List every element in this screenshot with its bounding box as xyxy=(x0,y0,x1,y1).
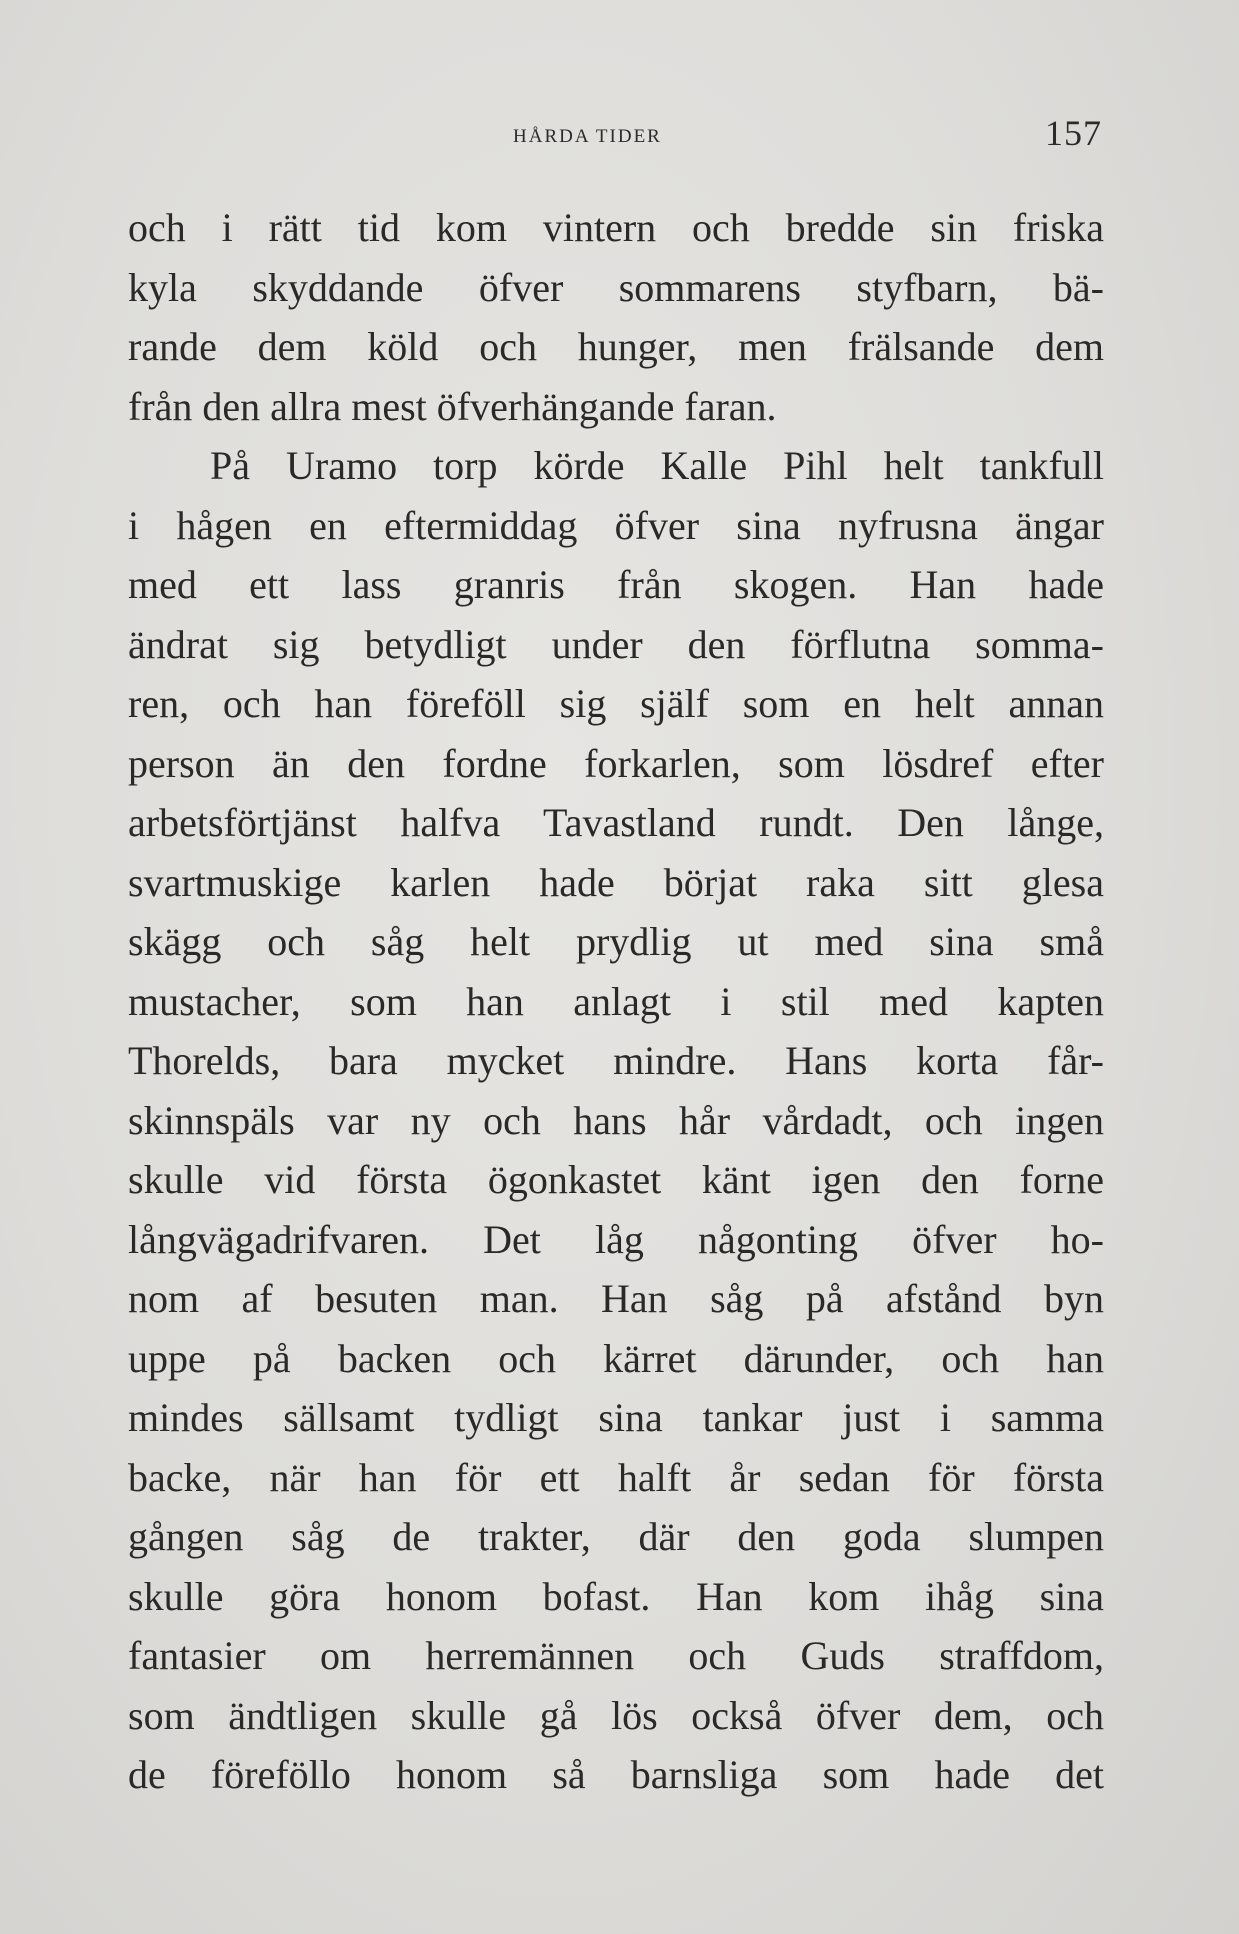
text-line: med ett lass granris från skogen. Han hade xyxy=(128,562,1104,607)
text-line: skägg och såg helt prydlig ut med sina små xyxy=(128,919,1104,964)
text-line: svartmuskige karlen hade börjat raka sitt glesa xyxy=(128,859,1104,905)
text-line: skinnspäls var ny och hans hår vårdadt, och ingen xyxy=(128,1097,1104,1143)
text-line: gången såg de trakter, där den goda slumpen xyxy=(128,1514,1104,1559)
text-line: ändrat sig betydligt under den förflutna somma- xyxy=(128,621,1104,667)
text-line: mindes sällsamt tydligt sina tankar just i samma xyxy=(128,1395,1104,1440)
text-line: rande dem köld och hunger, men frälsande dem xyxy=(128,324,1104,369)
text-line: På Uramo torp körde Kalle Pihl helt tankfull xyxy=(210,443,1104,488)
text-line: mustacher, som han anlagt i stil med kapten xyxy=(128,978,1104,1024)
text-line: långvägadrifvaren. Det låg någonting öfver ho- xyxy=(128,1216,1104,1262)
text-line: de föreföllo honom så barnsliga som hade det xyxy=(128,1752,1104,1797)
text-line: som ändtligen skulle gå lös också öfver dem, och xyxy=(128,1692,1104,1738)
body-text xyxy=(128,198,1104,1805)
text-line: i hågen en eftermiddag öfver sina nyfrusna ängar xyxy=(128,502,1104,548)
text-line: arbetsförtjänst halfva Tavastland rundt. Den långe, xyxy=(128,800,1104,845)
text-line: och i rätt tid kom vintern och bredde sin friska xyxy=(128,205,1104,250)
running-title: HÅRDA TIDER xyxy=(513,126,662,147)
text-line: skulle göra honom bofast. Han kom ihåg sina xyxy=(128,1573,1104,1619)
running-head xyxy=(0,112,1239,152)
text-line: Thorelds, bara mycket mindre. Hans korta får- xyxy=(128,1038,1104,1083)
text-line: backe, när han för ett halft år sedan för första xyxy=(128,1454,1104,1500)
text-line: ren, och han föreföll sig själf som en helt annan xyxy=(128,681,1104,726)
text-line: person än den fordne forkarlen, som lösdref efter xyxy=(128,740,1104,786)
text-line: skulle vid första ögonkastet känt igen den forne xyxy=(128,1157,1104,1202)
text-line: fantasier om herremännen och Guds straffdom, xyxy=(128,1633,1104,1678)
page-number: 157 xyxy=(1045,113,1102,153)
text-line: kyla skyddande öfver sommarens styfbarn, bä- xyxy=(128,264,1104,310)
text-line: uppe på backen och kärret därunder, och han xyxy=(128,1335,1104,1381)
text-line: nom af besuten man. Han såg på afstånd byn xyxy=(128,1276,1104,1321)
text-line: från den allra mest öfverhängande faran. xyxy=(128,383,777,429)
